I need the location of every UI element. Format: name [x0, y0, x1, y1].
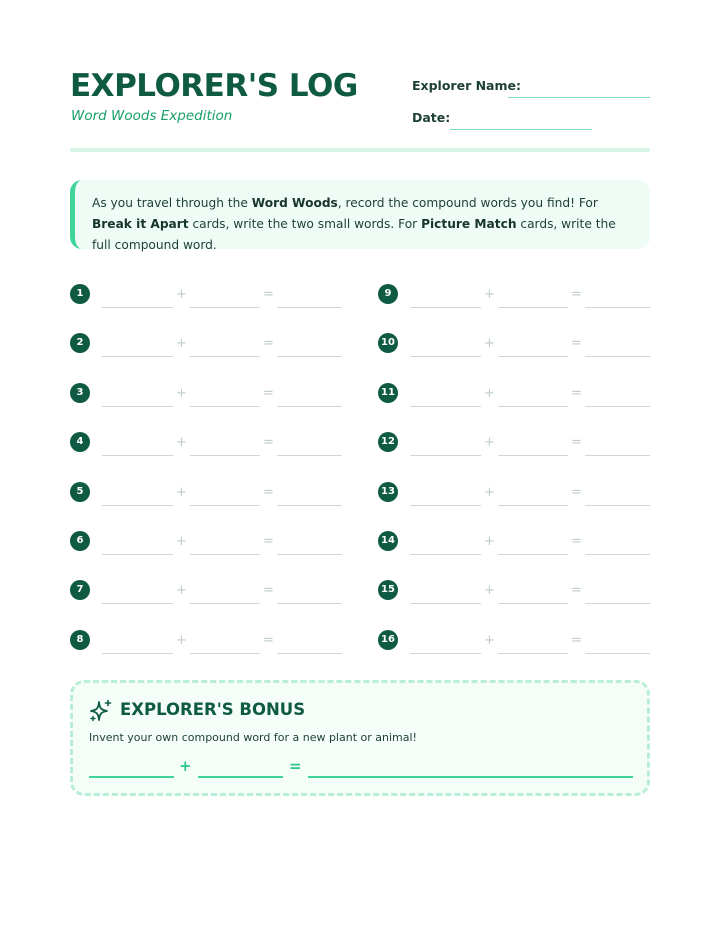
word2-line[interactable]	[190, 603, 260, 604]
plus-sign: +	[176, 385, 187, 401]
word2-line[interactable]	[190, 406, 260, 407]
entry-row	[70, 482, 342, 508]
compound-word-line[interactable]	[585, 307, 650, 308]
date-line[interactable]	[450, 129, 592, 131]
plus-sign: +	[484, 385, 495, 401]
plus-sign: +	[484, 583, 495, 599]
word2-line[interactable]	[498, 554, 568, 555]
word1-line[interactable]	[102, 554, 173, 555]
entry-grid	[70, 284, 650, 664]
word2-line[interactable]	[190, 307, 260, 308]
equals-sign: =	[571, 385, 582, 401]
instructions-box: As you travel through the Word Woods, record the compound words you find! For Break it Apart cards, write the two small words. For Picture Match cards, write the full compound word.	[70, 180, 650, 249]
word1-line[interactable]	[102, 356, 173, 357]
entry-row	[378, 432, 650, 458]
bonus-instructions: Invent your own compound word for a new plant or animal!	[89, 731, 417, 744]
bonus-title: EXPLORER'S BONUS	[120, 700, 306, 719]
equals-sign: =	[571, 287, 582, 302]
equals-sign: =	[263, 484, 274, 500]
entry-row	[378, 580, 650, 606]
compound-word-line[interactable]	[277, 406, 342, 407]
entry-row	[70, 630, 342, 656]
bonus-compound-line[interactable]	[308, 776, 633, 778]
explorer-name-label: Explorer Name:	[412, 78, 521, 93]
word1-line[interactable]	[410, 505, 481, 506]
word2-line[interactable]	[190, 554, 260, 555]
word2-line[interactable]	[498, 505, 568, 506]
equals-sign: =	[263, 336, 274, 352]
word2-line[interactable]	[190, 505, 260, 506]
plus-sign: +	[484, 632, 495, 648]
entry-number-badge: 6	[70, 531, 90, 551]
word-woods-emphasis: Word Woods	[251, 196, 338, 210]
entry-number-badge: 12	[378, 432, 398, 452]
word1-line[interactable]	[410, 455, 481, 456]
word2-line[interactable]	[498, 406, 568, 407]
compound-word-line[interactable]	[277, 603, 342, 604]
bonus-box	[70, 680, 650, 796]
word1-line[interactable]	[102, 505, 173, 506]
entry-row	[378, 531, 650, 557]
header-divider	[70, 148, 650, 152]
word1-line[interactable]	[410, 406, 481, 407]
explorer-name-field[interactable]	[412, 74, 650, 98]
entry-number-badge: 3	[70, 383, 90, 403]
compound-word-line[interactable]	[277, 307, 342, 308]
equals-sign: =	[571, 583, 582, 599]
entry-row	[378, 482, 650, 508]
entry-row	[378, 284, 650, 310]
plus-sign: +	[176, 484, 187, 500]
compound-word-line[interactable]	[277, 356, 342, 357]
word2-line[interactable]	[190, 455, 260, 456]
entry-number-badge: 5	[70, 482, 90, 502]
plus-sign: +	[484, 534, 495, 549]
entry-row	[70, 531, 342, 557]
word2-line[interactable]	[498, 653, 568, 654]
word1-line[interactable]	[102, 653, 173, 654]
entry-row	[378, 383, 650, 409]
word1-line[interactable]	[410, 554, 481, 555]
word2-line[interactable]	[498, 603, 568, 604]
plus-sign: +	[176, 336, 187, 352]
plus-sign: +	[484, 435, 495, 451]
bonus-word1-line[interactable]	[89, 776, 174, 778]
entry-number-badge: 16	[378, 630, 398, 650]
date-label: Date:	[412, 110, 451, 125]
word1-line[interactable]	[102, 455, 173, 456]
picture-match-emphasis: Picture Match	[421, 217, 517, 231]
entry-number-badge: 9	[378, 284, 398, 304]
plus-sign: +	[176, 632, 187, 648]
page-title: EXPLORER'S LOG	[70, 68, 358, 104]
entry-row	[70, 580, 342, 606]
entry-row	[70, 333, 342, 359]
plus-sign: +	[484, 287, 495, 302]
date-field[interactable]	[412, 106, 592, 130]
equals-sign: =	[263, 385, 274, 401]
plus-sign: +	[484, 336, 495, 352]
entry-number-badge: 2	[70, 333, 90, 353]
plus-sign: +	[176, 435, 187, 451]
compound-word-line[interactable]	[585, 554, 650, 555]
entry-row	[378, 333, 650, 359]
entry-number-badge: 15	[378, 580, 398, 600]
equals-sign: =	[263, 287, 274, 302]
bonus-equals-sign: =	[289, 757, 302, 775]
page-subtitle: Word Woods Expedition	[71, 108, 233, 124]
compound-word-line[interactable]	[585, 406, 650, 407]
word1-line[interactable]	[102, 603, 173, 604]
equals-sign: =	[571, 484, 582, 500]
entry-number-badge: 14	[378, 531, 398, 551]
explorer-name-line[interactable]	[508, 97, 650, 99]
word2-line[interactable]	[190, 356, 260, 357]
entry-number-badge: 7	[70, 580, 90, 600]
compound-word-line[interactable]	[277, 653, 342, 654]
compound-word-line[interactable]	[585, 603, 650, 604]
equals-sign: =	[571, 632, 582, 648]
word2-line[interactable]	[498, 307, 568, 308]
bonus-word2-line[interactable]	[198, 776, 283, 778]
entry-row	[70, 383, 342, 409]
compound-word-line[interactable]	[585, 455, 650, 456]
entry-row	[70, 284, 342, 310]
entry-row	[378, 630, 650, 656]
entry-number-badge: 13	[378, 482, 398, 502]
entry-row	[70, 432, 342, 458]
entry-number-badge: 11	[378, 383, 398, 403]
equals-sign: =	[571, 435, 582, 451]
bonus-plus-sign: +	[179, 757, 192, 775]
compound-word-line[interactable]	[585, 356, 650, 357]
compound-word-line[interactable]	[585, 653, 650, 654]
plus-sign: +	[176, 534, 187, 549]
sparkle-icon	[89, 699, 113, 723]
plus-sign: +	[176, 583, 187, 599]
entry-number-badge: 8	[70, 630, 90, 650]
equals-sign: =	[263, 632, 274, 648]
equals-sign: =	[571, 534, 582, 549]
equals-sign: =	[263, 583, 274, 599]
word1-line[interactable]	[410, 356, 481, 357]
plus-sign: +	[484, 484, 495, 500]
compound-word-line[interactable]	[277, 455, 342, 456]
word1-line[interactable]	[102, 307, 173, 308]
break-it-apart-emphasis: Break it Apart	[92, 217, 189, 231]
word1-line[interactable]	[410, 653, 481, 654]
compound-word-line[interactable]	[585, 505, 650, 506]
word1-line[interactable]	[102, 406, 173, 407]
log-header	[70, 68, 650, 138]
entry-number-badge: 4	[70, 432, 90, 452]
compound-word-line[interactable]	[277, 554, 342, 555]
equals-sign: =	[263, 534, 274, 549]
compound-word-line[interactable]	[277, 505, 342, 506]
word2-line[interactable]	[190, 653, 260, 654]
word1-line[interactable]	[410, 307, 481, 308]
equals-sign: =	[263, 435, 274, 451]
entry-number-badge: 1	[70, 284, 90, 304]
word1-line[interactable]	[410, 603, 481, 604]
plus-sign: +	[176, 287, 187, 302]
entry-number-badge: 10	[378, 333, 398, 353]
word2-line[interactable]	[498, 356, 568, 357]
word2-line[interactable]	[498, 455, 568, 456]
equals-sign: =	[571, 336, 582, 352]
